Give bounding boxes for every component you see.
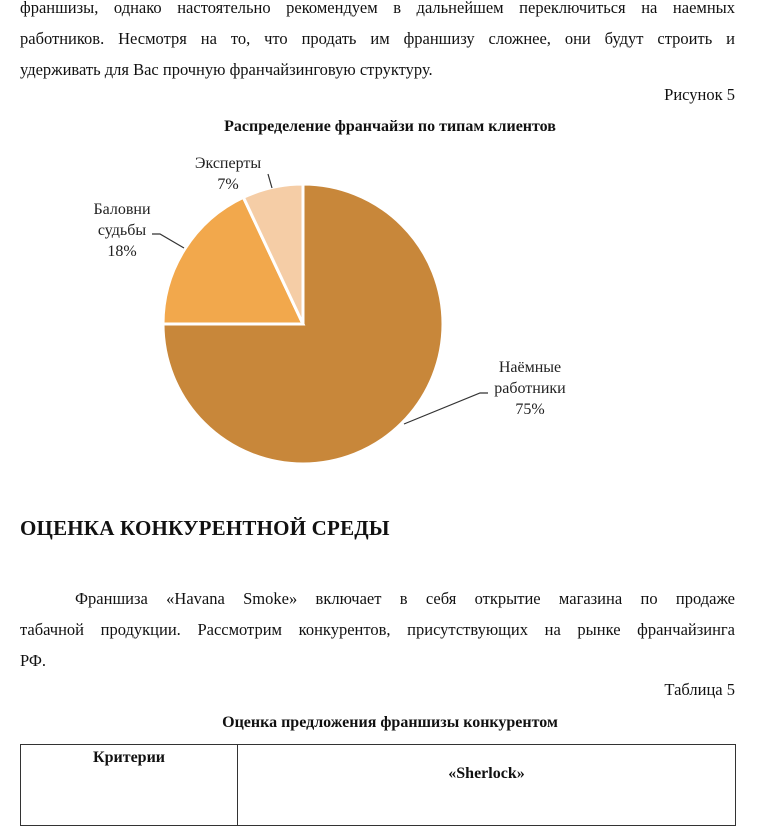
paragraph-line: удерживать для Вас прочную франчайзинговую структуру. (20, 60, 433, 79)
paragraph-line: работников. Несмотря на то, что продать им франшизу сложнее, они будут строить и (20, 29, 735, 48)
slice-category-label: Эксперты (194, 155, 262, 172)
table-header-cell: Критерии (21, 745, 238, 826)
top-paragraph (20, 0, 735, 85)
paragraph-line: табачной продукции. Рассмотрим конкурентов, присутствующих на рынке франчайзинга (20, 620, 735, 639)
slice-percent-label: 75% (515, 401, 545, 418)
table-header-cell: «Sherlock» (238, 745, 736, 826)
slice-percent-label: 18% (107, 243, 137, 260)
intro-paragraph (20, 583, 735, 676)
paragraph-line: Франшиза «Havana Smoke» включает в себя открытие магазина по продаже (75, 589, 735, 608)
slice-category-label: Баловни (93, 201, 151, 218)
slice-category-label: работники (494, 380, 566, 397)
table-caption: Таблица 5 (664, 680, 735, 699)
chart-title: Распределение франчайзи по типам клиентов (224, 118, 556, 135)
slice-category-label: судьбы (97, 222, 147, 239)
slice-category-label: Наёмные (498, 359, 562, 376)
section-heading: ОЦЕНКА КОНКУРЕНТНОЙ СРЕДЫ (20, 516, 390, 540)
pie-chart (0, 140, 780, 480)
figure-caption: Рисунок 5 (664, 85, 735, 104)
table-title: Оценка предложения франшизы конкурентом (222, 714, 558, 731)
paragraph-line: РФ. (20, 651, 47, 670)
paragraph-line: франшизы, однако настоятельно рекомендуем в дальнейшем переключиться на наемных (20, 0, 735, 17)
leader-line (268, 174, 272, 188)
table-header-row (21, 745, 736, 826)
leader-line (152, 234, 184, 248)
criteria-table (20, 744, 736, 826)
slice-percent-label: 7% (217, 176, 239, 193)
